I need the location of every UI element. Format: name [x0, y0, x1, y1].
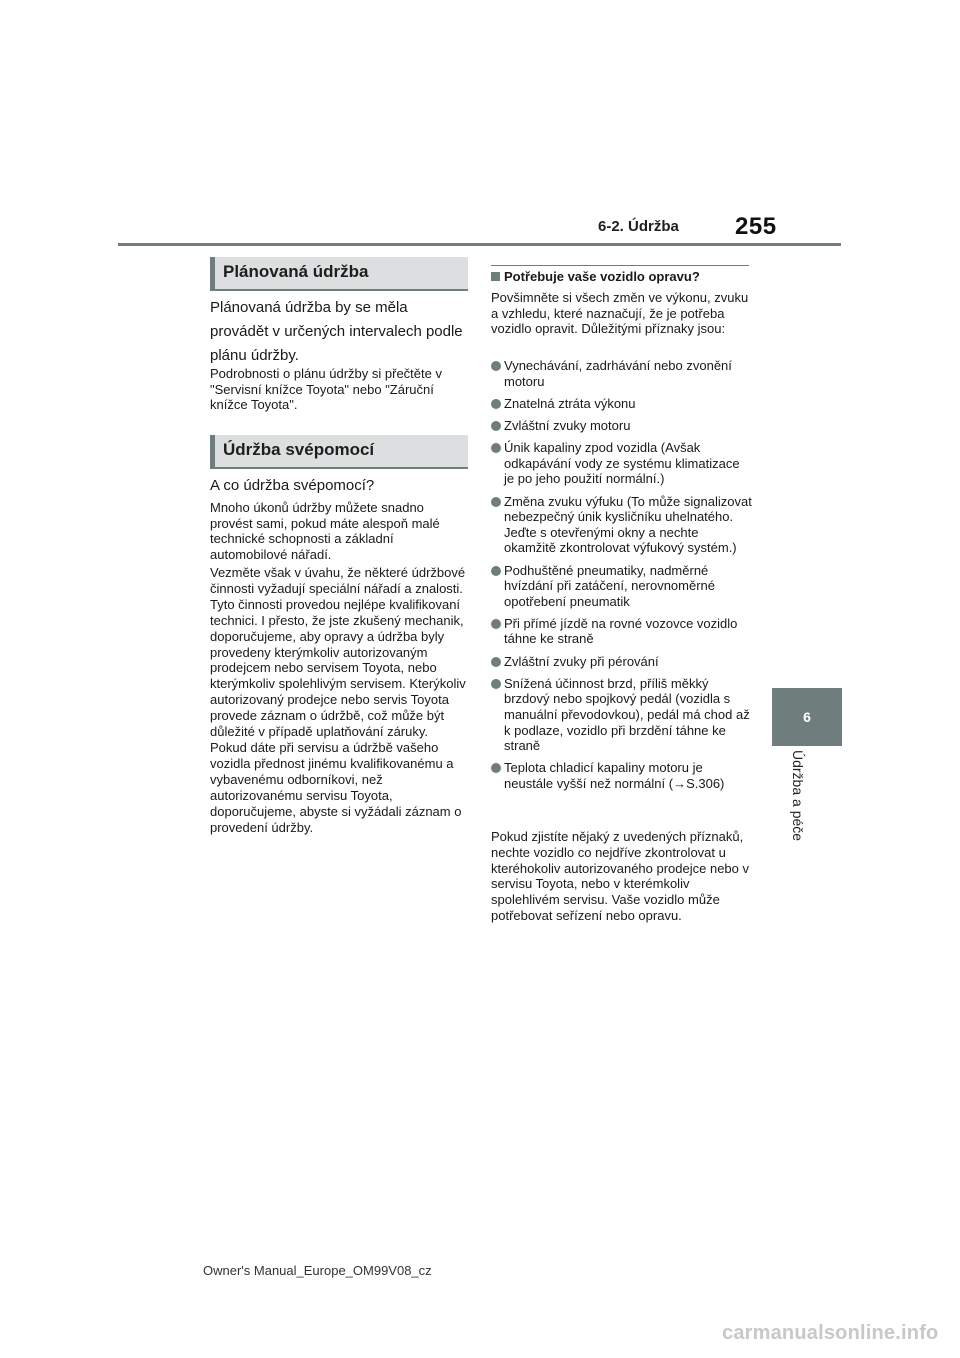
page-number: 255 — [735, 213, 777, 240]
bullet-dot-icon — [491, 679, 501, 689]
symptom-text: Změna zvuku výfuku (To může signalizovat nebezpečný únik kysličníku uhelnatého. Jeďte s otevřenými okny a nechte okamžitě zkontrolovat výfukový systém.) — [504, 493, 752, 556]
symptom-text: Únik kapaliny zpod vozidla (Avšak odkapávání vody ze systému klimatizace je po jeho použití normální.) — [504, 440, 740, 487]
bullet-dot-icon — [491, 361, 501, 371]
symptom-text: Podhuštěné pneumatiky, nadměrné hvízdání při zatáčení, nerovnoměrné opotřebení pneumatik — [504, 562, 716, 609]
planned-intro: Plánovaná údržba by se měla provádět v určených intervalech podle plánu údržby. — [210, 299, 463, 364]
symptom-text: Vynechávání, zadrhávání nebo zvonění motoru — [504, 358, 732, 389]
list-item — [491, 358, 753, 389]
square-bullet-icon — [491, 272, 500, 281]
symptom-text: Snížená účinnost brzd, příliš měkký brzdový nebo spojkový pedál (vozidla s manuální převodovkou), pedál má chod až k podlaze, vozidlo při brzdění táhne ke straně — [504, 675, 750, 754]
section-title: 6-2. Údržba — [598, 218, 679, 235]
bullet-dot-icon — [491, 421, 501, 431]
symptom-list — [491, 358, 753, 798]
list-item — [491, 396, 753, 412]
chapter-side-label: Údržba a péče — [790, 750, 806, 842]
list-item — [491, 418, 753, 434]
symptom-text: Při přímé jízdě na rovné vozovce vozidlo táhne ke straně — [504, 615, 738, 647]
heading-accent-bar — [210, 257, 215, 289]
heading-text: Plánovaná údržba — [223, 262, 369, 281]
repair-conclusion: Pokud zjistíte nějaký z uvedených příznaků, nechte vozidlo co nejdříve zkontrolovat u kteréhokoliv autorizovaného prodejce nebo v servisu Toyota, nebo v kterémkoliv spolehlivém servisu. Vaše vozidlo může potřebovat seřízení nebo opravu. — [491, 829, 750, 923]
symptom-text: Znatelná ztráta výkonu — [504, 395, 636, 411]
bullet-dot-icon — [491, 443, 501, 453]
list-item — [491, 494, 753, 556]
manual-footer-id: Owner's Manual_Europe_OM99V08_cz — [203, 1263, 432, 1278]
repair-subheading-text: Potřebuje vaše vozidlo opravu? — [504, 269, 700, 284]
bullet-dot-icon — [491, 763, 501, 773]
bullet-dot-icon — [491, 566, 501, 576]
bullet-dot-icon — [491, 497, 501, 507]
repair-subheading — [491, 265, 749, 284]
list-item — [491, 563, 753, 610]
chapter-tab — [772, 688, 842, 746]
watermark: carmanualsonline.info — [722, 1322, 939, 1344]
list-item — [491, 654, 753, 670]
diy-paragraph-1: Mnoho úkonů údržby můžete snadno provést sami, pokud máte alespoň malé technické schopnosti a základní automobilové nářadí. — [210, 500, 440, 563]
symptom-text: Teplota chladicí kapaliny motoru je neustále vyšší než normální (→S.306) — [504, 760, 725, 791]
chapter-number: 6 — [803, 709, 811, 725]
repair-intro: Povšimněte si všech změn ve výkonu, zvuku a vzhledu, které naznačují, že je potřeba vozidlo opravit. Důležitými příznaky jsou: — [491, 290, 749, 337]
bullet-dot-icon — [491, 657, 501, 667]
diy-question: A co údržba svépomocí? — [210, 477, 375, 494]
symptom-text: Zvláštní zvuky motoru — [504, 417, 631, 433]
bullet-dot-icon — [491, 619, 501, 629]
bullet-dot-icon — [491, 399, 501, 409]
section-heading-diy — [210, 435, 468, 469]
diy-paragraph-2: Vezměte však v úvahu, že některé údržbové činnosti vyžadují speciální nářadí a znalosti. Tyto činnosti provedou nejlépe kvalifikovaní technici. I přesto, že jste zkušený mechanik, doporučujeme, aby opravy a údržba byly provedeny kterýmkoliv autorizovaným prodejcem nebo servisem Toyota, nebo kterýmkoliv spolehlivým servisem. Kterýkoliv autorizovaný prodejce nebo servis Toyota provede záznam o údržbě, což může být důležité v případě uplatňování záruky. Pokud dáte při servisu a údržbě vašeho vozidla přednost jinému kvalifikovanému a vybavenému odborníkovi, než autorizovanému servisu Toyota, doporučujeme, abyste si vyžádali záznam o provedení údržby. — [210, 565, 466, 835]
heading-accent-bar — [210, 435, 215, 467]
list-item — [491, 440, 753, 487]
header-rule — [118, 243, 841, 246]
list-item — [491, 616, 753, 647]
planned-detail: Podrobnosti o plánu údržby si přečtěte v "Servisní knížce Toyota" nebo "Záruční knížce Toyota". — [210, 366, 442, 412]
list-item — [491, 676, 753, 754]
symptom-text: Zvláštní zvuky při pérování — [504, 653, 659, 669]
list-item — [491, 760, 753, 791]
heading-text: Údržba svépomocí — [223, 440, 375, 459]
section-heading-planned — [210, 257, 468, 291]
